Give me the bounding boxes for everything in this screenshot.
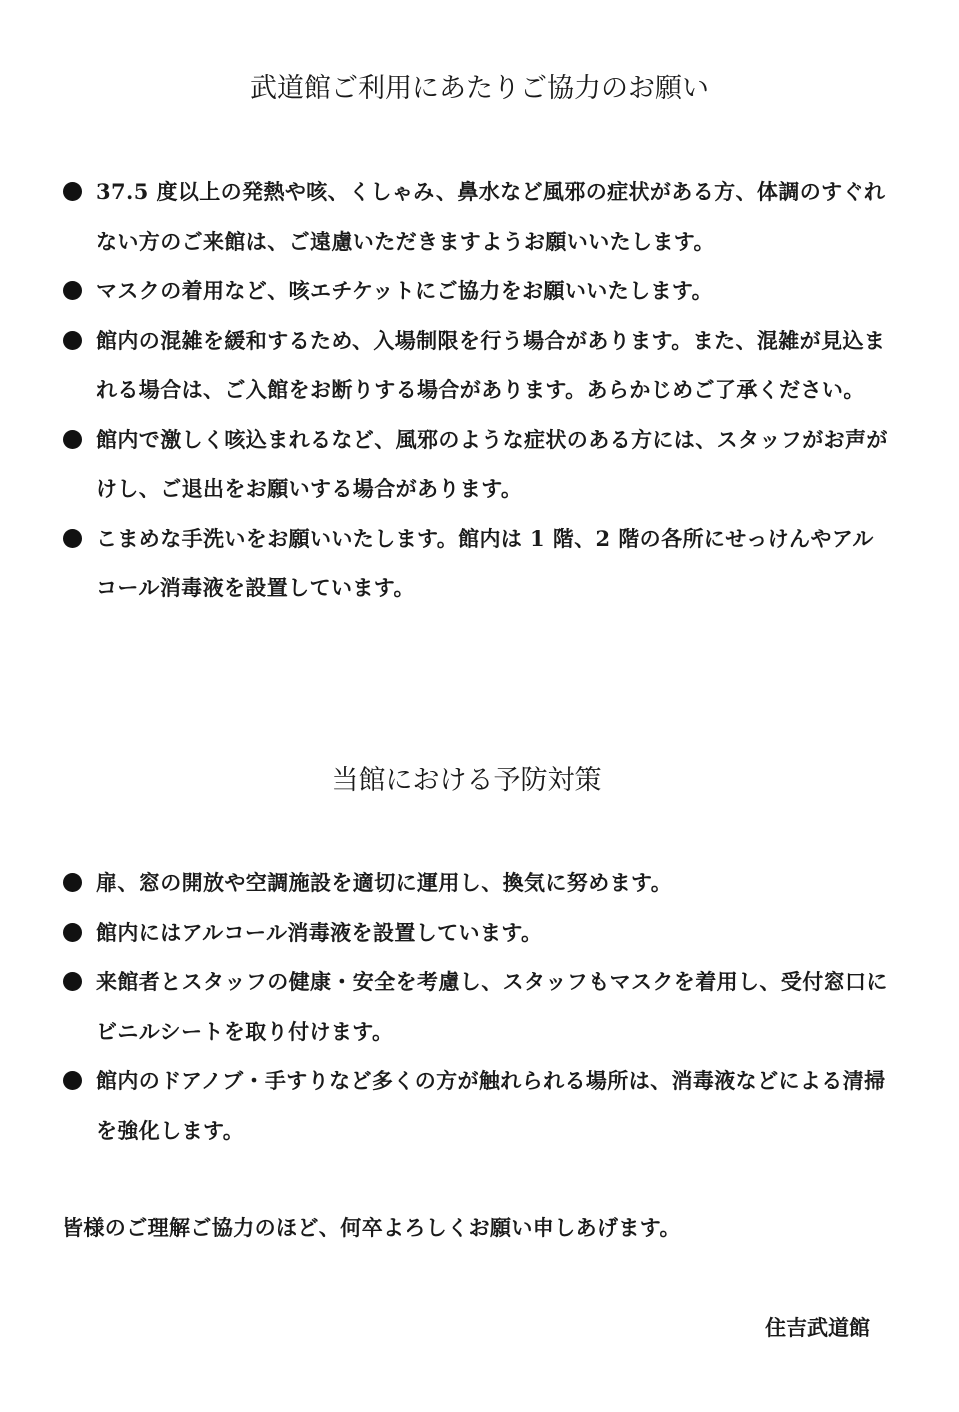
list-item <box>60 415 890 514</box>
bullet-icon <box>63 182 82 201</box>
list-item <box>60 167 890 266</box>
list-item-text: 扉、窓の開放や空調施設を適切に運用し、換気に努めます。 <box>96 870 673 895</box>
bullet-icon <box>63 923 82 942</box>
list-item-text: 37.5 度以上の発熱や咳、くしゃみ、鼻水など風邪の症状がある方、体調のすぐれない方のご来館は、ご遠慮いただきますようお願いいたします。 <box>96 179 886 254</box>
list-item <box>60 858 890 908</box>
bullet-icon <box>63 430 82 449</box>
section-title-prevention-measures: 当館における予防対策 <box>331 765 602 796</box>
list-item <box>60 957 890 1056</box>
list-item-text: こまめな手洗いをお願いいたします。館内は 1 階、2 階の各所にせっけんやアルコール消毒液を設置しています。 <box>96 525 874 600</box>
prevention-measures-list <box>60 858 890 1155</box>
list-item-text: 来館者とスタッフの健康・安全を考慮し、スタッフもマスクを着用し、受付窓口にビニルシートを取り付けます。 <box>96 969 888 1044</box>
list-item <box>60 316 890 415</box>
bullet-icon <box>63 873 82 892</box>
list-item-text: 館内のドアノブ・手すりなど多くの方が触れられる場所は、消毒液などによる清掃を強化します。 <box>96 1068 886 1143</box>
list-item <box>60 514 890 613</box>
closing-message: 皆様のご理解ご協力のほど、何卒よろしくお願い申しあげます。 <box>62 1215 681 1240</box>
list-item-text: 館内にはアルコール消毒液を設置しています。 <box>96 919 543 945</box>
bullet-icon <box>63 1071 82 1090</box>
list-item-text: 館内の混雑を緩和するため、入場制限を行う場合があります。また、混雑が見込まれる場合は、ご入館をお断りする場合があります。あらかじめご了承ください。 <box>96 327 886 402</box>
bullet-icon <box>63 529 82 548</box>
cooperation-request-list <box>60 167 890 613</box>
section-title-cooperation-request: 武道館ご利用にあたりご協力のお願い <box>250 73 709 104</box>
bullet-icon <box>63 281 82 300</box>
bullet-icon <box>63 331 82 350</box>
list-item <box>60 266 890 316</box>
bullet-icon <box>63 972 82 991</box>
list-item-text: 館内で激しく咳込まれるなど、風邪のような症状のある方には、スタッフがお声がけし、ご退出をお願いする場合があります。 <box>96 426 888 501</box>
list-item <box>60 1056 890 1155</box>
signature: 住吉武道館 <box>765 1315 870 1340</box>
list-item <box>60 908 890 958</box>
list-item-text: マスクの着用など、咳エチケットにご協力をお願いいたします。 <box>96 278 714 303</box>
